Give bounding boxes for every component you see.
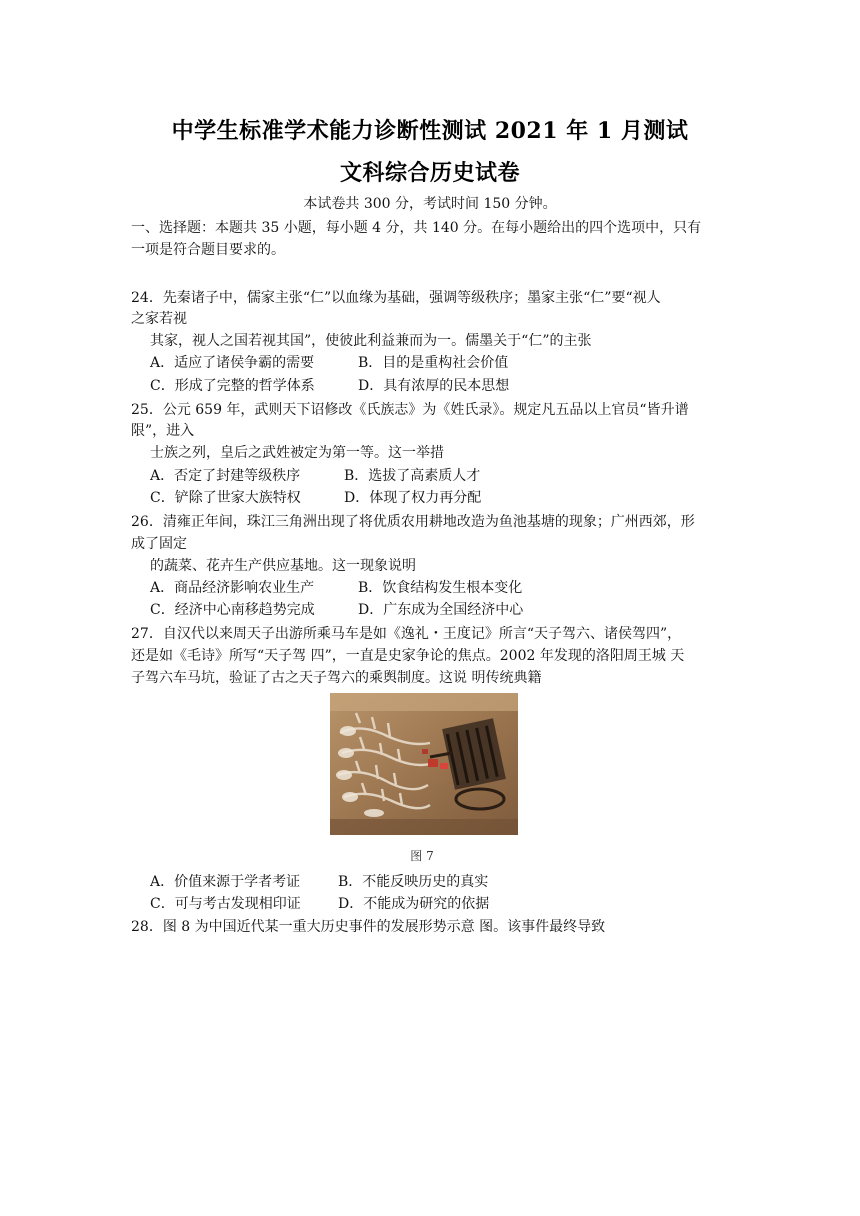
question-24-text: 24．先秦诸子中，儒家主张“仁”以血缘为基础，强调等级秩序；墨家主张“仁”要“视人 <box>131 290 661 306</box>
question-26-option-a: A．商品经济影响农业生产 <box>150 580 315 596</box>
question-27-option-b: B．不能反映历史的真实 <box>338 874 489 890</box>
exam-title: 中学生标准学术能力诊断性测试 2021 年 1 月测试 <box>171 118 689 144</box>
question-24-option-c: C．形成了完整的哲学体系 <box>150 378 315 394</box>
question-26-text: 的蔬菜、花卉生产供应基地。这一现象说明 <box>150 558 416 574</box>
section-instruction: 一项是符合题目要求的。 <box>131 242 285 258</box>
question-26-option-b: B．饮食结构发生根本变化 <box>358 580 523 596</box>
question-26-text: 26．清雍正年间，珠江三角洲出现了将优质农用耕地改造为鱼池基塘的现象；广州西郊，形 <box>131 514 695 530</box>
question-25-option-b: B．选拔了高素质人才 <box>344 468 481 484</box>
question-27-option-c: C．可与考古发现相印证 <box>150 896 301 912</box>
question-24-text: 之家若视 <box>131 311 187 327</box>
question-27-text: 还是如《毛诗》所写“天子驾 四”，一直是史家争论的焦点。2002 年发现的洛阳周王城 天 <box>131 648 685 664</box>
chariot-pit-photo <box>330 693 518 835</box>
question-24-option-d: D．具有浓厚的民本思想 <box>358 378 510 394</box>
question-24-option-b: B．目的是重构社会价值 <box>358 355 509 371</box>
question-24-option-a: A．适应了诸侯争霸的需要 <box>150 355 315 371</box>
question-27-text: 子驾六车马坑，验证了古之天子驾六的乘舆制度。这说 明传统典籍 <box>131 670 542 686</box>
exam-note: 本试卷共 300 分，考试时间 150 分钟。 <box>303 196 557 212</box>
question-27-option-a: A．价值来源于学者考证 <box>150 874 301 890</box>
chariot-pit-photo-image <box>330 693 518 835</box>
question-25-option-c: C．铲除了世家大族特权 <box>150 490 301 506</box>
question-25-text: 25．公元 659 年，武则天下诏修改《氏族志》为《姓氏录》。规定凡五品以上官员“皆升谱 <box>131 402 689 418</box>
question-25-text: 士族之列，皇后之武姓被定为第一等。这一举措 <box>150 445 444 461</box>
exam-subtitle: 文科综合历史试卷 <box>339 160 520 186</box>
question-25-option-a: A．否定了封建等级秩序 <box>150 468 301 484</box>
question-25-text: 限”，进入 <box>131 423 195 439</box>
section-instruction: 一、选择题：本题共 35 小题，每小题 4 分，共 140 分。在每小题给出的四个选项中，只有 <box>131 220 702 236</box>
question-27-text: 27．自汉代以来周天子出游所乘马车是如《逸礼・王度记》所言“天子驾六、诸侯驾四”， <box>131 626 682 642</box>
figure-caption: 图 7 <box>410 849 434 863</box>
question-27-option-d: D．不能成为研究的依据 <box>338 896 490 912</box>
question-26-text: 成了固定 <box>131 536 187 552</box>
question-28-text: 28．图 8 为中国近代某一重大历史事件的发展形势示意 图。该事件最终导致 <box>131 919 606 935</box>
question-26-option-c: C．经济中心南移趋势完成 <box>150 602 315 618</box>
question-26-option-d: D．广东成为全国经济中心 <box>358 602 524 618</box>
question-24-text: 其家，视人之国若视其国”，使彼此利益兼而为一。儒墨关于“仁”的主张 <box>150 333 592 349</box>
question-25-option-d: D．体现了权力再分配 <box>344 490 482 506</box>
